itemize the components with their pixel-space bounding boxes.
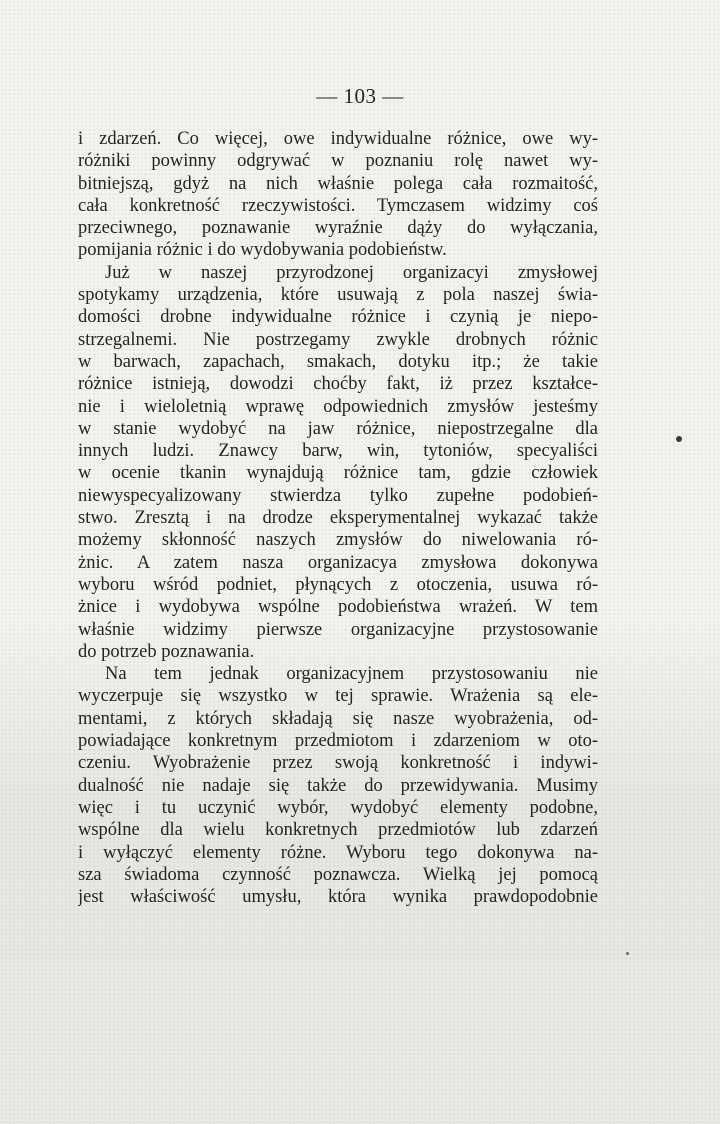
text-line: stwo. Zresztą i na drodze eksperymentalnej wykazać także — [78, 508, 598, 529]
text-line: wyboru wśród podniet, płynących z otoczenia, usuwa ró- — [78, 574, 598, 595]
text-line: do potrzeb poznawania. — [78, 641, 255, 662]
text-line: mentami, z których składają się nasze wyobrażenia, od- — [78, 708, 598, 729]
text-line: wyczerpuje się wszystko w tej sprawie. Wrażenia są ele- — [78, 686, 598, 707]
text-line: właśnie widzimy pierwsze organizacyjne przystosowanie — [78, 619, 598, 640]
text-line: w ocenie tkanin wynajdują różnice tam, gdzie człowiek — [78, 463, 598, 484]
text-line: Już w naszej przyrodzonej organizacyi zmysłowej — [105, 262, 598, 283]
text-line: niewyspecyalizowany stwierdza tylko zupełne podobień- — [78, 485, 598, 506]
text-line: żnic. A zatem nasza organizacya zmysłowa dokonywa — [78, 552, 598, 573]
text-line: różniki powinny odgrywać w poznaniu rolę nawet wy- — [78, 151, 598, 172]
text-line: i wyłączyć elementy różne. Wyboru tego dokonywa na- — [78, 842, 598, 863]
text-line: więc i tu uczynić wybór, wydobyć elementy podobne, — [78, 797, 598, 818]
text-line: dualność nie nadaje się także do przewidywania. Musimy — [78, 775, 598, 796]
text-line: żnice i wydobywa wspólne podobieństwa wrażeń. W tem — [78, 597, 598, 618]
ink-speck — [626, 952, 629, 955]
text-line: Na tem jednak organizacyjnem przystosowaniu nie — [105, 664, 598, 685]
text-line: różnice istnieją, dowodzi choćby fakt, iż przez kształce- — [78, 374, 598, 395]
text-line: wspólne dla wielu konkretnych przedmiotów lub zdarzeń — [78, 820, 598, 841]
text-line: w stanie wydobyć na jaw różnice, niepostrzegalne dla — [78, 418, 598, 439]
text-line: domości drobne indywidualne różnice i czynią je niepo- — [78, 307, 598, 328]
ink-speck — [676, 436, 682, 442]
text-line: pomijania różnic i do wydobywania podobieństw. — [78, 240, 447, 261]
text-line: przeciwnego, poznawanie wyraźnie dąży do wyłączania, — [78, 218, 598, 239]
text-line: w barwach, zapachach, smakach, dotyku itp.; że takie — [78, 351, 598, 372]
text-line: cała konkretność rzeczywistości. Tymczasem widzimy coś — [78, 195, 598, 216]
text-line: i zdarzeń. Co więcej, owe indywidualne różnice, owe wy- — [78, 129, 598, 149]
text-line: strzegalnemi. Nie postrzegamy zwykle drobnych różnic — [78, 329, 598, 350]
body-text — [78, 128, 598, 908]
text-line: innych ludzi. Znawcy barw, win, tytoniów, specyaliści — [78, 441, 598, 462]
text-line: czeniu. Wyobrażenie przez swoją konkretność i indywi- — [78, 753, 598, 774]
text-line: bitniejszą, gdyż na nich właśnie polega cała rozmaitość, — [78, 173, 598, 194]
page-number: — 103 — — [316, 84, 404, 108]
text-line: nie i wieloletnią wprawę odpowiednich zmysłów jesteśmy — [78, 396, 598, 417]
text-line: powiadające konkretnym przedmiotom i zdarzeniom w oto- — [78, 731, 598, 752]
text-line: spotykamy urządzenia, które usuwają z pola naszej świa- — [78, 285, 598, 306]
text-line: jest właściwość umysłu, która wynika prawdopodobnie — [78, 887, 598, 908]
text-line: możemy skłonność naszych zmysłów do niwelowania ró- — [78, 530, 598, 551]
text-line: sza świadoma czynność poznawcza. Wielką jej pomocą — [78, 864, 598, 885]
